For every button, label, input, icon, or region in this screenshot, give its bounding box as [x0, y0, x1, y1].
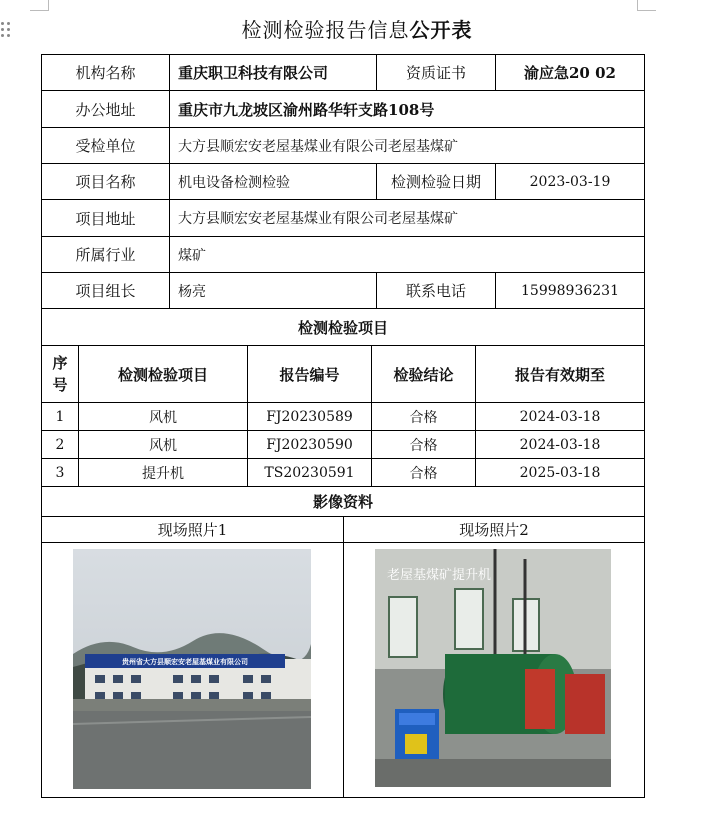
row-site	[42, 200, 644, 237]
item-report-no: FJ20230590	[248, 431, 372, 458]
items-header-row	[42, 346, 644, 403]
page-corner-mark-left	[30, 0, 49, 11]
leader-value: 杨亮	[170, 273, 377, 308]
row-project	[42, 164, 644, 200]
row-leader	[42, 273, 644, 309]
industry-label: 所属行业	[42, 237, 170, 272]
item-seq: 2	[42, 431, 79, 458]
row-address	[42, 91, 644, 128]
col-seq-header: 序号	[42, 346, 79, 402]
col-item-header: 检测检验项目	[79, 346, 248, 402]
images-section-title: 影像资料	[312, 493, 373, 511]
cert-label: 资质证书	[377, 55, 496, 90]
images-section-row	[42, 487, 644, 517]
photo-label-row	[42, 517, 644, 543]
project-value: 机电设备检测检验	[170, 164, 377, 199]
row-client	[42, 128, 644, 164]
photo-1-label: 现场照片1	[42, 517, 344, 542]
item-report-no: FJ20230589	[248, 403, 372, 430]
col-valid-header: 报告有效期至	[514, 365, 605, 384]
industry-value: 煤矿	[178, 247, 206, 264]
photo-overlay-text: 老屋基煤矿提升机	[387, 568, 492, 583]
site-value: 大方县顺宏安老屋基煤业有限公司老屋基煤矿	[178, 211, 458, 227]
item-conclusion: 合格	[372, 431, 476, 458]
table-row	[42, 459, 644, 487]
phone-label: 联系电话	[377, 273, 496, 308]
row-industry	[42, 237, 644, 273]
item-report-no: TS20230591	[248, 459, 372, 486]
building-sign-text: 贵州省大方县顺宏安老屋基煤业有限公司	[122, 658, 248, 666]
row-org	[42, 55, 644, 91]
site-photo-1	[73, 549, 311, 789]
item-valid-until: 2024-03-18	[519, 436, 601, 453]
address-label: 办公地址	[42, 91, 170, 127]
item-seq: 3	[42, 459, 79, 486]
item-valid-until: 2025-03-18	[519, 464, 601, 481]
org-value: 重庆职卫科技有限公司	[170, 55, 377, 90]
item-valid-until: 2024-03-18	[519, 408, 601, 425]
date-value: 2023-03-19	[529, 173, 611, 190]
cert-value: 渝应急20 02	[524, 64, 616, 82]
date-label: 检测检验日期	[377, 164, 496, 199]
client-value: 大方县顺宏安老屋基煤业有限公司老屋基煤矿	[178, 138, 458, 155]
item-name: 提升机	[79, 459, 248, 486]
project-label: 项目名称	[42, 164, 170, 199]
item-name: 风机	[79, 403, 248, 430]
site-label: 项目地址	[42, 200, 170, 236]
item-seq: 1	[42, 403, 79, 430]
col-conclusion-header: 检验结论	[372, 346, 476, 402]
client-label: 受检单位	[42, 128, 170, 163]
page-title: 检测检验报告信息公开表	[241, 18, 473, 42]
table-row	[42, 403, 644, 431]
photo-2-label: 现场照片2	[459, 521, 529, 539]
leader-label: 项目组长	[42, 273, 170, 308]
page-corner-mark-right	[637, 0, 656, 11]
table-row	[42, 431, 644, 459]
item-name: 风机	[79, 431, 248, 458]
site-photo-2	[375, 549, 611, 787]
item-conclusion: 合格	[372, 459, 476, 486]
phone-value: 15998936231	[521, 282, 619, 299]
items-section-row	[42, 309, 644, 346]
items-section-title: 检测检验项目	[297, 318, 388, 337]
col-report-header: 报告编号	[248, 346, 372, 402]
item-conclusion: 合格	[372, 403, 476, 430]
address-value: 重庆市九龙坡区渝州路华轩支路108号	[178, 100, 435, 119]
org-label: 机构名称	[42, 55, 170, 90]
